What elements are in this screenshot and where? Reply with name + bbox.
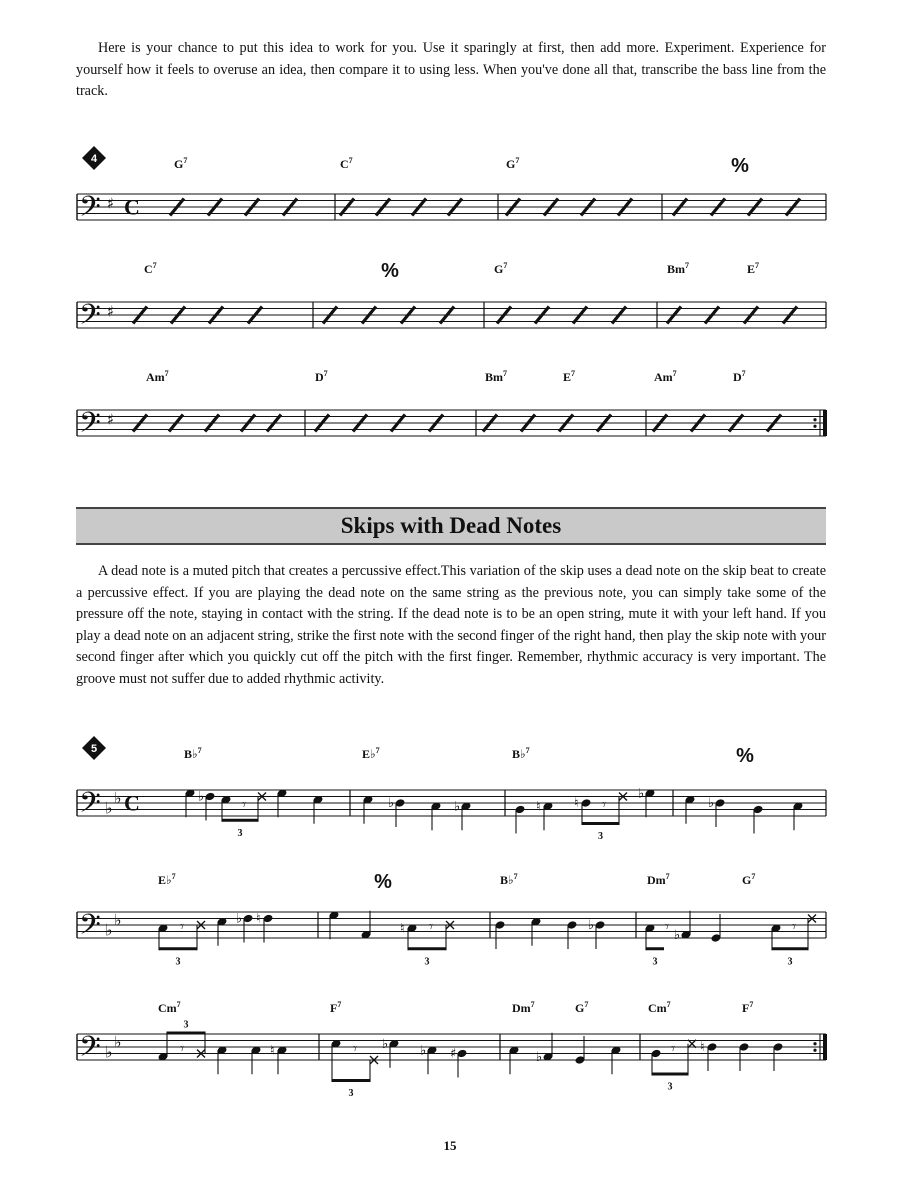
natural-accidental-icon: ♮ bbox=[536, 799, 541, 815]
note-beam bbox=[332, 1079, 370, 1082]
chord-symbol: $G^7$ bbox=[575, 1000, 589, 1015]
flat-accidental-icon: ♭ bbox=[420, 1043, 427, 1059]
chord-symbol: B♭$^7$ bbox=[512, 746, 530, 761]
flat-accidental-icon: ♭ bbox=[708, 796, 715, 811]
eighth-rest-icon: 𝄾 bbox=[353, 1039, 357, 1058]
flat-accidental-icon: ♭ bbox=[236, 911, 243, 927]
chord-symbol: Dm$^7$ bbox=[512, 1000, 535, 1015]
flat-key-signature-icon: ♭ bbox=[114, 788, 122, 808]
sharp-accidental-icon: ♯ bbox=[450, 1046, 457, 1062]
note-beam bbox=[159, 947, 197, 950]
page-number: 15 bbox=[443, 1138, 457, 1153]
eighth-rest-icon: 𝄾 bbox=[792, 917, 796, 936]
note-beam bbox=[167, 1032, 205, 1035]
flat-key-signature-icon: ♭ bbox=[105, 1042, 113, 1062]
sharp-key-signature-icon: ♯ bbox=[107, 410, 115, 429]
eighth-rest-icon: 𝄾 bbox=[242, 795, 246, 814]
flat-key-signature-icon: ♭ bbox=[114, 910, 122, 930]
chord-symbol: B♭$^7$ bbox=[184, 746, 202, 761]
repeat-dot bbox=[813, 1042, 816, 1045]
triplet-label: 3 bbox=[652, 956, 658, 968]
repeat-dot bbox=[813, 1049, 816, 1052]
track-marker-number: 4 bbox=[90, 153, 98, 165]
chord-symbol: Cm$^7$ bbox=[648, 1000, 671, 1015]
chord-symbol: $G^7$ bbox=[742, 872, 756, 887]
sharp-key-signature-icon: ♯ bbox=[107, 302, 115, 321]
chord-symbol: $G^7$ bbox=[506, 156, 520, 171]
barline-final-thick bbox=[823, 1034, 827, 1060]
note-beam bbox=[646, 947, 664, 950]
note-beam bbox=[772, 947, 808, 950]
section-heading: Skips with Dead Notes bbox=[340, 513, 562, 538]
bass-clef-icon: 𝄢 bbox=[79, 298, 101, 339]
natural-accidental-icon: ♮ bbox=[574, 796, 579, 811]
eighth-rest-icon: 𝄾 bbox=[671, 1039, 675, 1058]
flat-accidental-icon: ♭ bbox=[638, 786, 645, 802]
chord-symbol: $E^7$ bbox=[563, 369, 576, 384]
triplet-label: 3 bbox=[348, 1088, 354, 1099]
repeat-dot bbox=[813, 425, 816, 428]
flat-key-signature-icon: ♭ bbox=[105, 798, 113, 818]
chord-symbol: $F^7$ bbox=[742, 1000, 754, 1015]
repeat-measure-icon: % bbox=[381, 260, 399, 282]
triplet-label: 3 bbox=[667, 1081, 673, 1093]
flat-accidental-icon: ♭ bbox=[454, 799, 461, 815]
chord-symbol: $F^7$ bbox=[330, 1000, 342, 1015]
note-beam bbox=[582, 822, 619, 825]
chord-symbol: E♭$^7$ bbox=[158, 872, 176, 887]
sharp-key-signature-icon: ♯ bbox=[107, 194, 115, 213]
eighth-rest-icon: 𝄾 bbox=[429, 917, 433, 936]
chord-symbol: $D^7$ bbox=[315, 369, 328, 384]
repeat-measure-icon: % bbox=[731, 155, 749, 177]
staff bbox=[77, 406, 827, 446]
chord-symbol: $C^7$ bbox=[340, 156, 353, 171]
intro-paragraph-text: Here is your chance to put this idea to work for you. Use it sparingly at first, then add more. Experiment. Experience for yourself how it feels to overuse an idea, then compare it to using less. When you've done all that, transcribe the bass line from the track. bbox=[76, 40, 826, 99]
chord-symbol: Bm$^7$ bbox=[667, 261, 689, 276]
chord-symbol: $G^7$ bbox=[494, 261, 508, 276]
triplet-label: 3 bbox=[598, 831, 603, 842]
chord-symbol: B♭$^7$ bbox=[500, 872, 518, 887]
dead-notes-paragraph-text: A dead note is a muted pitch that creates a percussive effect.This variation of the skip uses a dead note on the skip beat to create a percussive effect. If you are playing the dead note on the same string as the previous note, you can simply take some of the pressure off the note, staying in contact with the string. If the dead note is to be an open string, mute it with your left hand. If you play a dead note on an adjacent string, strike the first note with the second finger of the right hand, then play the skip note with your second finger after which you quickly cut off the pitch with the first finger. Remember, rhythmic accuracy is very important. The groove must not suffer due to added rhythmic activity. bbox=[76, 563, 826, 687]
barline-final-thick bbox=[823, 410, 827, 436]
flat-accidental-icon: ♭ bbox=[536, 1049, 543, 1065]
chord-symbol: Bm$^7$ bbox=[485, 369, 507, 384]
note-beam bbox=[652, 1073, 688, 1076]
natural-accidental-icon: ♮ bbox=[270, 1043, 275, 1059]
bass-clef-icon: 𝄢 bbox=[79, 1030, 101, 1071]
triplet-label: 3 bbox=[183, 1019, 189, 1031]
repeat-dot bbox=[813, 418, 816, 421]
natural-accidental-icon: ♮ bbox=[700, 1040, 705, 1055]
bass-clef-icon: 𝄢 bbox=[79, 190, 101, 231]
bass-clef-icon: 𝄢 bbox=[79, 908, 101, 949]
chord-symbol: $C^7$ bbox=[144, 261, 157, 276]
staff bbox=[77, 908, 826, 948]
natural-accidental-icon: ♮ bbox=[400, 921, 405, 937]
note-beam bbox=[222, 819, 258, 822]
flat-accidental-icon: ♭ bbox=[674, 927, 681, 943]
natural-accidental-icon: ♮ bbox=[256, 911, 261, 927]
flat-key-signature-icon: ♭ bbox=[114, 1032, 122, 1052]
chord-symbol: E♭$^7$ bbox=[362, 746, 380, 761]
triplet-label: 3 bbox=[787, 956, 793, 968]
triplet-label: 3 bbox=[175, 956, 181, 968]
time-signature: C bbox=[124, 194, 140, 220]
eighth-rest-icon: 𝄾 bbox=[665, 917, 669, 936]
bass-clef-icon: 𝄢 bbox=[79, 406, 101, 447]
flat-accidental-icon: ♭ bbox=[388, 796, 395, 811]
triplet-label: 3 bbox=[237, 827, 243, 839]
flat-accidental-icon: ♭ bbox=[382, 1036, 389, 1052]
flat-key-signature-icon: ♭ bbox=[105, 920, 113, 940]
eighth-rest-icon: 𝄾 bbox=[180, 1039, 184, 1058]
chord-symbol: Am$^7$ bbox=[146, 369, 169, 384]
flat-accidental-icon: ♭ bbox=[198, 789, 205, 805]
eighth-rest-icon: 𝄾 bbox=[180, 917, 184, 936]
chord-symbol: $D^7$ bbox=[733, 369, 746, 384]
chord-symbol: Am$^7$ bbox=[654, 369, 677, 384]
chord-symbol: Cm$^7$ bbox=[158, 1000, 181, 1015]
note-beam bbox=[408, 947, 446, 950]
chord-symbol: Dm$^7$ bbox=[647, 872, 670, 887]
repeat-measure-icon: % bbox=[374, 871, 392, 893]
flat-accidental-icon: ♭ bbox=[588, 918, 595, 933]
chord-symbol: $G^7$ bbox=[174, 156, 188, 171]
staff bbox=[77, 298, 826, 338]
track-marker-number: 5 bbox=[90, 743, 98, 755]
time-signature: C bbox=[124, 790, 140, 816]
triplet-label: 3 bbox=[424, 956, 430, 968]
bass-clef-icon: 𝄢 bbox=[79, 786, 101, 827]
repeat-measure-icon: % bbox=[736, 745, 754, 767]
chord-symbol: $E^7$ bbox=[747, 261, 760, 276]
eighth-rest-icon: 𝄾 bbox=[602, 795, 606, 814]
